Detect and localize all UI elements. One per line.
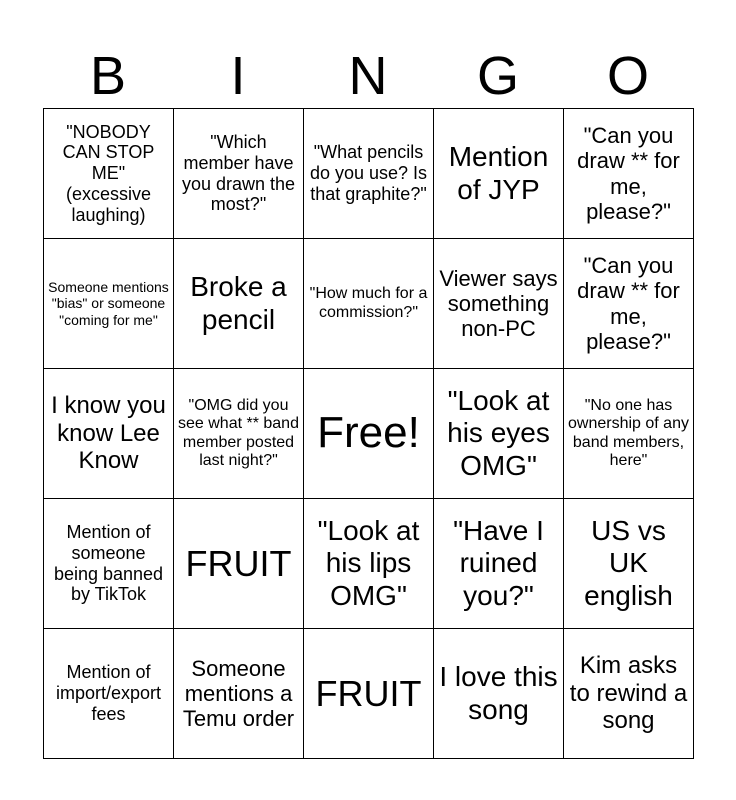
bingo-cell[interactable]: "NOBODY CAN STOP ME" (excessive laughing)	[44, 109, 174, 239]
bingo-cell[interactable]: "No one has ownership of any band members, here"	[564, 369, 694, 499]
free-space[interactable]: Free!	[304, 369, 434, 499]
board-row	[44, 629, 694, 759]
bingo-cell[interactable]: "What pencils do you use? Is that graphite?"	[304, 109, 434, 239]
header-letter-n: N	[348, 46, 388, 106]
bingo-cell[interactable]: FRUIT	[304, 629, 434, 759]
header-letter-i: I	[230, 46, 246, 106]
bingo-cell[interactable]: Mention of import/export fees	[44, 629, 174, 759]
board-row	[44, 499, 694, 629]
bingo-cell[interactable]: Viewer says something non-PC	[434, 239, 564, 369]
bingo-cell[interactable]: "Have I ruined you?"	[434, 499, 564, 629]
board-row	[44, 109, 694, 239]
bingo-cell[interactable]: Someone mentions a Temu order	[174, 629, 304, 759]
bingo-cell[interactable]: "Look at his eyes OMG"	[434, 369, 564, 499]
bingo-cell[interactable]: Mention of someone being banned by TikTok	[44, 499, 174, 629]
bingo-cell[interactable]: "Can you draw ** for me, please?"	[564, 239, 694, 369]
bingo-cell[interactable]: Mention of JYP	[434, 109, 564, 239]
bingo-cell[interactable]: Someone mentions "bias" or someone "coming for me"	[44, 239, 174, 369]
header-letter-g: G	[476, 46, 519, 106]
bingo-board	[43, 108, 694, 759]
header-letter-b: B	[89, 46, 127, 106]
bingo-header	[43, 44, 693, 108]
bingo-cell[interactable]: I love this song	[434, 629, 564, 759]
bingo-cell[interactable]: I know you know Lee Know	[44, 369, 174, 499]
bingo-cell[interactable]: "How much for a commission?"	[304, 239, 434, 369]
bingo-cell[interactable]: FRUIT	[174, 499, 304, 629]
header-letter-o: O	[606, 46, 649, 106]
bingo-cell[interactable]: US vs UK english	[564, 499, 694, 629]
bingo-cell[interactable]: "Can you draw ** for me, please?"	[564, 109, 694, 239]
bingo-cell[interactable]: Broke a pencil	[174, 239, 304, 369]
board-row	[44, 239, 694, 369]
bingo-cell[interactable]: "Which member have you drawn the most?"	[174, 109, 304, 239]
bingo-cell[interactable]: "OMG did you see what ** band member posted last night?"	[174, 369, 304, 499]
board-row	[44, 369, 694, 499]
bingo-cell[interactable]: "Look at his lips OMG"	[304, 499, 434, 629]
bingo-cell[interactable]: Kim asks to rewind a song	[564, 629, 694, 759]
